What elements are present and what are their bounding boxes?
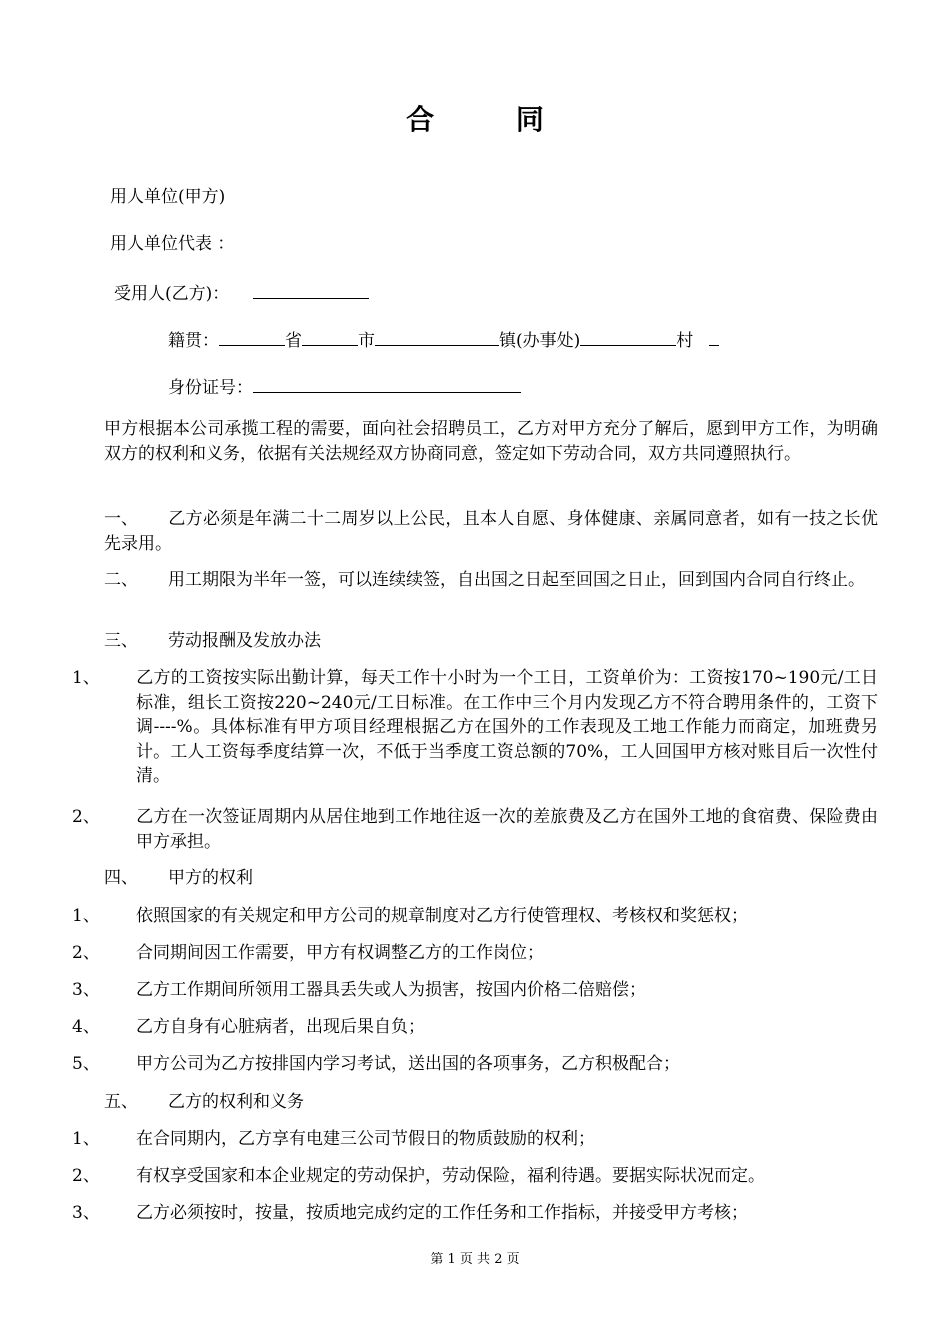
employee-label: 受用人(乙方)： [114,284,230,304]
section-3-item-1 [72,666,878,789]
section-4-title: 甲方的权利 [168,868,253,888]
list-text: 乙方在一次签证周期内从居住地到工作地往返一次的差旅费及乙方在国外工地的食宿费、保险费由甲方承担。 [136,807,878,852]
id-blank[interactable] [253,374,521,393]
list-text: 依照国家的有关规定和甲方公司的规章制度对乙方行使管理权、考核权和奖惩权； [136,906,748,926]
village-blank[interactable] [580,327,676,346]
section-3-heading [104,629,878,654]
section-5-item-1 [72,1127,878,1152]
section-2-number: 二、 [104,570,138,590]
employer-label: 用人单位(甲方) [110,187,226,207]
city-label: 市 [358,331,375,351]
list-number: 2、 [72,943,100,963]
list-number: 3、 [72,980,100,1000]
list-text: 乙方工作期间所领用工器具丢失或人为损害，按国内价格二倍赔偿； [136,980,646,1000]
section-2 [104,568,878,593]
section-5-item-3 [72,1201,878,1226]
list-number: 2、 [72,807,100,827]
list-text: 甲方公司为乙方按排国内学习考试，送出国的各项事务，乙方积极配合； [136,1054,680,1074]
list-number: 3、 [72,1203,100,1223]
intro-paragraph: 甲方根据本公司承揽工程的需要，面向社会招聘员工，乙方对甲方充分了解后，愿到甲方工作，为明确双方的权利和义务，依据有关法规经双方协商同意，签定如下劳动合同，双方共同遵照执行。 [104,419,878,464]
list-text: 有权享受国家和本企业规定的劳动保护，劳动保险，福利待遇。要据实际状况而定。 [136,1166,765,1186]
city-blank[interactable] [302,327,358,346]
id-line [168,374,521,399]
employee-blank[interactable] [253,280,369,299]
section-4-item-4 [72,1015,878,1040]
list-text: 合同期间因工作需要，甲方有权调整乙方的工作岗位； [136,943,544,963]
section-4-item-1 [72,904,878,929]
employee-line [114,280,369,305]
native-place-line [168,327,719,352]
town-label: 镇(办事处) [499,331,581,351]
list-text: 在合同期内，乙方享有电建三公司节假日的物质鼓励的权利； [136,1129,595,1149]
list-number: 5、 [72,1054,100,1074]
province-blank[interactable] [219,327,285,346]
native-label: 籍贯： [168,331,219,351]
trailing-blank [709,327,719,346]
section-3-item-2 [72,805,878,854]
section-5-heading [104,1090,878,1115]
list-text: 乙方自身有心脏病者，出现后果自负； [136,1017,425,1037]
id-label: 身份证号： [168,378,253,398]
village-label: 村 [676,331,694,351]
section-3-title: 劳动报酬及发放办法 [168,631,321,651]
list-number: 2、 [72,1166,100,1186]
province-label: 省 [285,331,302,351]
section-1 [104,507,878,556]
list-text: 乙方必须按时，按量，按质地完成约定的工作任务和工作指标，并接受甲方考核； [136,1203,748,1223]
list-number: 1、 [72,906,100,926]
list-number: 1、 [72,668,100,688]
list-number: 1、 [72,1129,100,1149]
document-title: 合 同 [406,103,580,136]
list-number: 4、 [72,1017,100,1037]
section-1-number: 一、 [104,509,138,529]
section-4-item-5 [72,1052,878,1077]
section-5-item-2 [72,1164,878,1189]
page-footer: 第 1 页 共 2 页 [430,1252,520,1267]
section-4-number: 四、 [104,868,138,888]
section-5-title: 乙方的权利和义务 [168,1092,304,1112]
section-4-item-3 [72,978,878,1003]
list-text: 乙方的工资按实际出勤计算，每天工作十小时为一个工日，工资单价为：工资按170~190元/工日标准，组长工资按220~240元/工日标准。在工作中三个月内发现乙方不符合聘用条件的，工资下调----%。具体标准有甲方项目经理根据乙方在国外的工作表现及工地工作能力而商定，加班费另计。工人工资每季度结算一次，不低于当季度工资总额的70%，工人回国甲方核对账目后一次性付清。 [136,668,878,786]
section-5-number: 五、 [104,1092,138,1112]
section-4-item-2 [72,941,878,966]
town-blank[interactable] [375,327,499,346]
section-3-number: 三、 [104,631,138,651]
employer-rep-label: 用人单位代表 ： [110,234,235,254]
section-2-text: 用工期限为半年一签，可以连续续签，自出国之日起至回国之日止，回到国内合同自行终止。 [168,570,865,590]
section-4-heading [104,866,878,891]
section-1-text: 乙方必须是年满二十二周岁以上公民，且本人自愿、身体健康、亲属同意者，如有一技之长优先录用。 [104,509,878,554]
